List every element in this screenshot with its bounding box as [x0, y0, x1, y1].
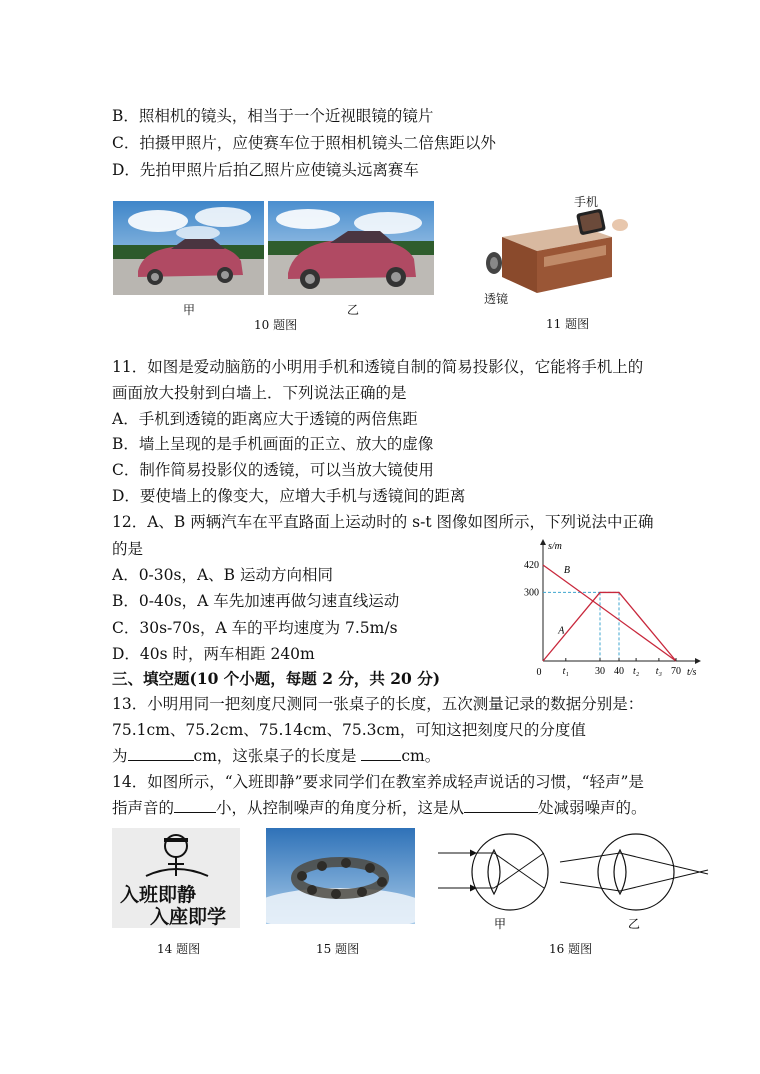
q12-option-c: C．30s-70s，A 车的平均速度为 7.5m/s	[112, 619, 398, 637]
q12-option-a: A．0-30s，A、B 运动方向相同	[112, 566, 333, 584]
q12-stem-2: 的是	[112, 540, 144, 558]
q13-line-1: 13．小明用同一把刻度尺测同一张桌子的长度，五次测量记录的数据分别是：	[112, 695, 644, 713]
lens-yi	[614, 850, 626, 894]
q13-line-3	[112, 744, 440, 768]
q14-text-c: 处减弱噪声的。	[538, 799, 647, 817]
y-tick-420: 420	[524, 560, 539, 571]
q11-option-c: C．制作简易投影仪的透镜，可以当放大镜使用	[112, 461, 434, 479]
series-label-a: A	[558, 625, 565, 637]
q14-line-2	[112, 796, 647, 820]
x-tick-1: t₁	[562, 666, 569, 677]
section-3-heading: 三、填空题(10 个小题，每题 2 分，共 20 分)	[112, 669, 441, 688]
car-photo-yi	[268, 201, 434, 295]
q12-stem-1: 12．A、B 两辆汽车在平直路面上运动时的 s-t 图像如图所示，下列说法中正确	[112, 513, 654, 531]
q11-stem-1: 11．如图是爱动脑筋的小明用手机和透镜自制的简易投影仪，它能将手机上的	[112, 358, 644, 376]
q11-stem-2: 画面放大投射到白墙上．下列说法正确的是	[112, 384, 407, 402]
fig14-text-1: 入班即静	[120, 884, 197, 906]
q10-option-b: B．照相机的镜头，相当于一个近视眼镜的镜片	[112, 107, 434, 125]
fig15-caption: 15 题图	[316, 942, 360, 956]
q10-option-c: C．拍摄甲照片，应使赛车位于照相机镜头二倍焦距以外	[112, 134, 496, 152]
x-axis-arrow	[695, 658, 701, 664]
x-tick-4: t₂	[632, 666, 640, 677]
fig10-caption: 10 题图	[254, 318, 298, 332]
fig16-label-jia: 甲	[494, 917, 507, 931]
q13-text-b: cm，这张桌子的长度是	[193, 747, 362, 765]
q13-text-c: cm。	[401, 747, 441, 765]
car-photo-jia	[113, 201, 264, 295]
fig16-label-yi: 乙	[628, 917, 641, 931]
series-line-b	[543, 565, 676, 661]
st-graph	[515, 535, 705, 683]
fig11-label-phone: 手机	[574, 195, 599, 209]
fig10-label-yi: 乙	[347, 303, 360, 317]
q14-blank-1[interactable]	[174, 796, 216, 813]
origin-label: 0	[536, 667, 542, 678]
fig16-caption: 16 题图	[549, 942, 593, 956]
projector-box-photo	[482, 207, 632, 299]
q14-text-b: 小，从控制噪声的角度分析，这是从	[216, 799, 465, 817]
q13-line-2: 75.1cm、75.2cm、75.14cm、75.3cm，可知这把刻度尺的分度值	[112, 721, 586, 739]
q13-blank-2[interactable]	[361, 744, 401, 761]
q11-option-b: B．墙上呈现的是手机画面的正立、放大的虚像	[112, 435, 434, 453]
q12-option-b: B．0-40s，A 车先加速再做匀速直线运动	[112, 592, 400, 610]
fig14-text-2: 入座即学	[150, 906, 227, 928]
x-tick-2: 30	[595, 666, 605, 677]
x-tick-6: 70	[671, 666, 681, 677]
x-tick-3: 40	[614, 666, 624, 677]
q13-text-a: 为	[112, 747, 128, 765]
series-label-b: B	[563, 565, 571, 576]
fig11-caption: 11 题图	[546, 317, 590, 331]
fig14-caption: 14 题图	[157, 942, 201, 956]
fig11-label-lens: 透镜	[484, 292, 509, 306]
y-axis-arrow	[540, 539, 546, 545]
q13-blank-1[interactable]	[128, 744, 194, 761]
fig10-label-jia: 甲	[183, 303, 196, 317]
fig14-sign	[112, 828, 240, 928]
eye-jia	[472, 834, 548, 910]
fig16-eye-diagrams	[436, 826, 712, 936]
q14-text-a: 指声音的	[112, 799, 175, 817]
fig15-skydivers	[266, 828, 415, 924]
y-axis-label: s/m	[548, 541, 562, 552]
q14-blank-2[interactable]	[464, 796, 538, 813]
q14-line-1: 14．如图所示，“入班即静”要求同学们在教室养成轻声说话的习惯，“轻声”是	[112, 773, 644, 791]
q12-option-d: D．40s 时，两车相距 240m	[112, 645, 315, 663]
q10-option-d: D．先拍甲照片后拍乙照片应使镜头远离赛车	[112, 161, 419, 179]
y-tick-300: 300	[524, 587, 539, 599]
q11-option-d: D．要使墙上的像变大，应增大手机与透镜间的距离	[112, 487, 466, 505]
x-axis-label: t/s	[687, 667, 697, 678]
x-tick-5: t₃	[655, 666, 663, 677]
eye-yi	[598, 834, 674, 910]
q11-option-a: A．手机到透镜的距离应大于透镜的两倍焦距	[112, 410, 418, 428]
